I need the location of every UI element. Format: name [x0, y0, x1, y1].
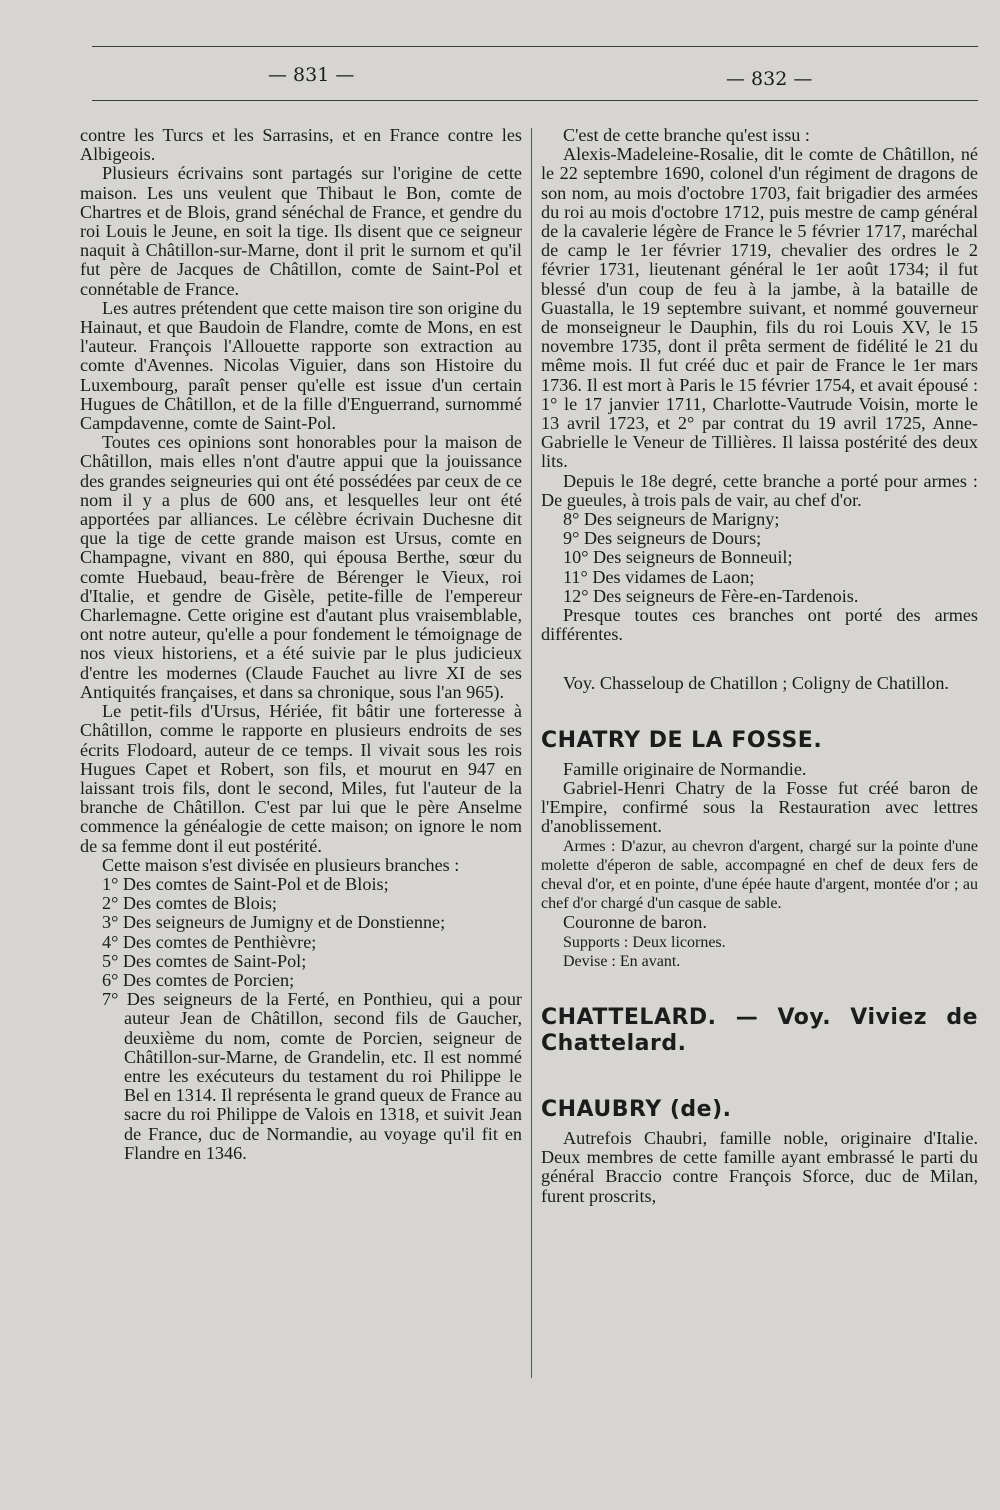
paragraph: Armes : D'azur, au chevron d'argent, chargé sur la pointe d'une molette d'éperon de sable, accompagné en chef de deux fers de cheval d'or, et en pointe, d'une épée haute d'argent, montée d'or ; au chef d'or chargé d'un casque de sable. [541, 837, 978, 913]
column-divider [531, 128, 532, 1378]
paragraph: Cette maison s'est divisée en plusieurs branches : [102, 854, 460, 875]
paragraph: Les autres prétendent que cette maison tire son origine du Hainaut, et que Baudoin de Flandre, comte de Mons, en est l'auteur. François l'Allouette rapporte son extraction au comte d'Avennes. Nicolas Viguier, dans son Histoire du Luxembourg, paraît penser qu'elle est issue d'un certain Hugues de Châtillon, et de la fille d'Enguerrand, surnommé Campdavenne, comte de Saint-Pol. [80, 297, 522, 434]
list-item: 12° Des seigneurs de Fère-en-Tardenois. [563, 585, 859, 606]
list-item: 6° Des comtes de Porcien; [102, 969, 295, 990]
header-rule [92, 100, 978, 101]
list-item: 8° Des seigneurs de Marigny; [563, 509, 780, 530]
paragraph: C'est de cette branche qu'est issu : [563, 125, 810, 145]
list-item: 3° Des seigneurs de Jumigny et de Donstienne; [102, 912, 446, 933]
page-number-left: — 831 — [268, 64, 355, 86]
paragraph: Autrefois Chaubri, famille noble, originaire d'Italie. Deux membres de cette famille ayant embrassé le parti du général Braccio contre François Sforce, duc de Milan, furent proscrits, [541, 1127, 978, 1206]
list-item: 9° Des seigneurs de Dours; [563, 528, 762, 549]
top-rule [92, 46, 978, 47]
page-number-right: — 832 — [726, 68, 813, 90]
paragraph: Voy. Chasseloup de Chatillon ; Coligny de Chatillon. [563, 673, 949, 694]
list-item: 4° Des comtes de Penthièvre; [102, 931, 317, 952]
entry-heading: CHATTELARD. — Voy. Viviez de Chattelard. [541, 1004, 978, 1056]
paragraph: Toutes ces opinions sont honorables pour la maison de Châtillon, mais elles n'ont d'autre appui que la jouissance des grandes seigneuries qui ont été possédées par ceux de ce nom il y a plus de 600 ans, et lesquelles leur ont été apportées par alliances. Le célèbre écrivain Duchesne dit que la tige de cette grande maison est Ursus, comte en Champagne, vivant en 880, qui épousa Berthe, sœur du comte Huebaud, beau-frère de Bérenger le Vieux, roi d'Italie, et gendre de Gisèle, petite-fille de l'empereur Charlemagne. Cette origine est d'autant plus vraisemblable, ont notre auteur, qu'elle a pour fondement le témoignage de nos vieux historiens, et a été suivie par le plus judicieux d'entre les modernes (Claude Fauchet au livre XI de ses Antiquités françaises, et dans sa chronique, sous l'an 965). [80, 432, 522, 702]
paragraph: Gabriel-Henri Chatry de la Fosse fut créé baron de l'Empire, confirmé sous la Restauration avec lettres d'anoblissement. [541, 777, 978, 837]
left-column [80, 126, 522, 1163]
list-item: 11° Des vidames de Laon; [563, 566, 755, 587]
section-gap [541, 971, 978, 1001]
right-column [541, 126, 978, 1206]
list-item: 1° Des comtes de Saint-Pol et de Blois; [102, 873, 389, 894]
paragraph: Devise : En avant. [563, 952, 681, 970]
paragraph: Plusieurs écrivains sont partagés sur l'origine de cette maison. Les uns veulent que Thibaut le Bon, comte de Chartres et de Blois, grand sénéchal de France, et gendre du roi Louis le Jeune, en soit la tige. Ils disent que ce seigneur naquit à Châtillon-sur-Marne, dont il prit le surnom et qu'il fut père de Jacques de Châtillon, comte de Saint-Pol et connétable de France. [80, 163, 522, 299]
list-item: 7° Des seigneurs de la Ferté, en Ponthieu, qui a pour auteur Jean de Châtillon, second fils de Gaucher, deuxième du nom, comte de Porcien, seigneur de Châtillon-sur-Marne, de Grandelin, etc. Il est nommé entre les exécuteurs du testament du roi Philippe le Bel en 1314. Il représenta le grand queux de France au sacre du roi Philippe de Valois en 1318, et suivit Jean de France, duc de Normandie, au voyage qu'il fit en Flandre en 1346. [102, 989, 522, 1163]
list-item: 5° Des comtes de Saint-Pol; [102, 950, 307, 971]
entry-heading: CHATRY DE LA FOSSE. [541, 727, 823, 753]
paragraph: Presque toutes ces branches ont porté des armes différentes. [541, 605, 978, 645]
paragraph: Le petit-fils d'Ursus, Hériée, fit bâtir une forteresse à Châtillon, comme le rapporte en plusieurs endroits de ses écrits Flodoard, auteur de ce temps. Il vivait sous les rois Hugues Capet et Robert, son fils, et mourut en 947 en laissant trois fils, dont le second, Miles, fut l'auteur de la branche de Châtillon. C'est par lui que le père Anselme commence la généalogie de cette maison; on ignore le nom de sa femme dont il eut postérité. [80, 701, 522, 856]
section-gap [541, 1063, 978, 1093]
section-gap [541, 694, 978, 724]
paragraph: Famille originaire de Normandie. [563, 758, 807, 779]
paragraph: Depuis le 18e degré, cette branche a porté pour armes : De gueules, à trois pals de vair, au chef d'or. [541, 470, 978, 510]
section-gap [541, 644, 978, 674]
paragraph: Alexis-Madeleine-Rosalie, dit le comte de Châtillon, né le 22 septembre 1690, colonel d'un régiment de dragons de son nom, au mois d'octobre 1703, fait brigadier des armées du roi au mois d'octobre 1712, puis mestre de camp général de la cavalerie légère de France le 5 février 1717, maréchal de camp le 1er février 1719, chevalier des ordres le 2 février 1731, lieutenant général le 1er août 1734; il fut blessé d'un coup de feu à la jambe, à la bataille de Guastalla, le 19 septembre suivant, et nommé gouverneur de monseigneur le Dauphin, fils du roi Louis XV, le 15 novembre 1735, dont il prêta serment de fidélité le 21 du même mois. Il fut créé duc et pair de France le 1er mars 1736. Il est mort à Paris le 15 février 1754, et avait épousé : 1° le 17 janvier 1711, Charlotte-Vautrude Voisin, morte le 13 avril 1723, et 2° par contrat du 19 avril 1725, Anne-Gabrielle le Veneur de Tillières. Il laissa postérité des deux lits. [541, 144, 978, 472]
list-item: 10° Des seigneurs de Bonneuil; [563, 547, 793, 568]
entry-heading: CHAUBRY (de). [541, 1096, 732, 1122]
list-item: 2° Des comtes de Blois; [102, 893, 277, 914]
paragraph: Supports : Deux licornes. [563, 933, 726, 951]
paragraph: contre les Turcs et les Sarrasins, et en France contre les Albigeois. [80, 125, 522, 165]
paragraph: Couronne de baron. [563, 912, 707, 933]
